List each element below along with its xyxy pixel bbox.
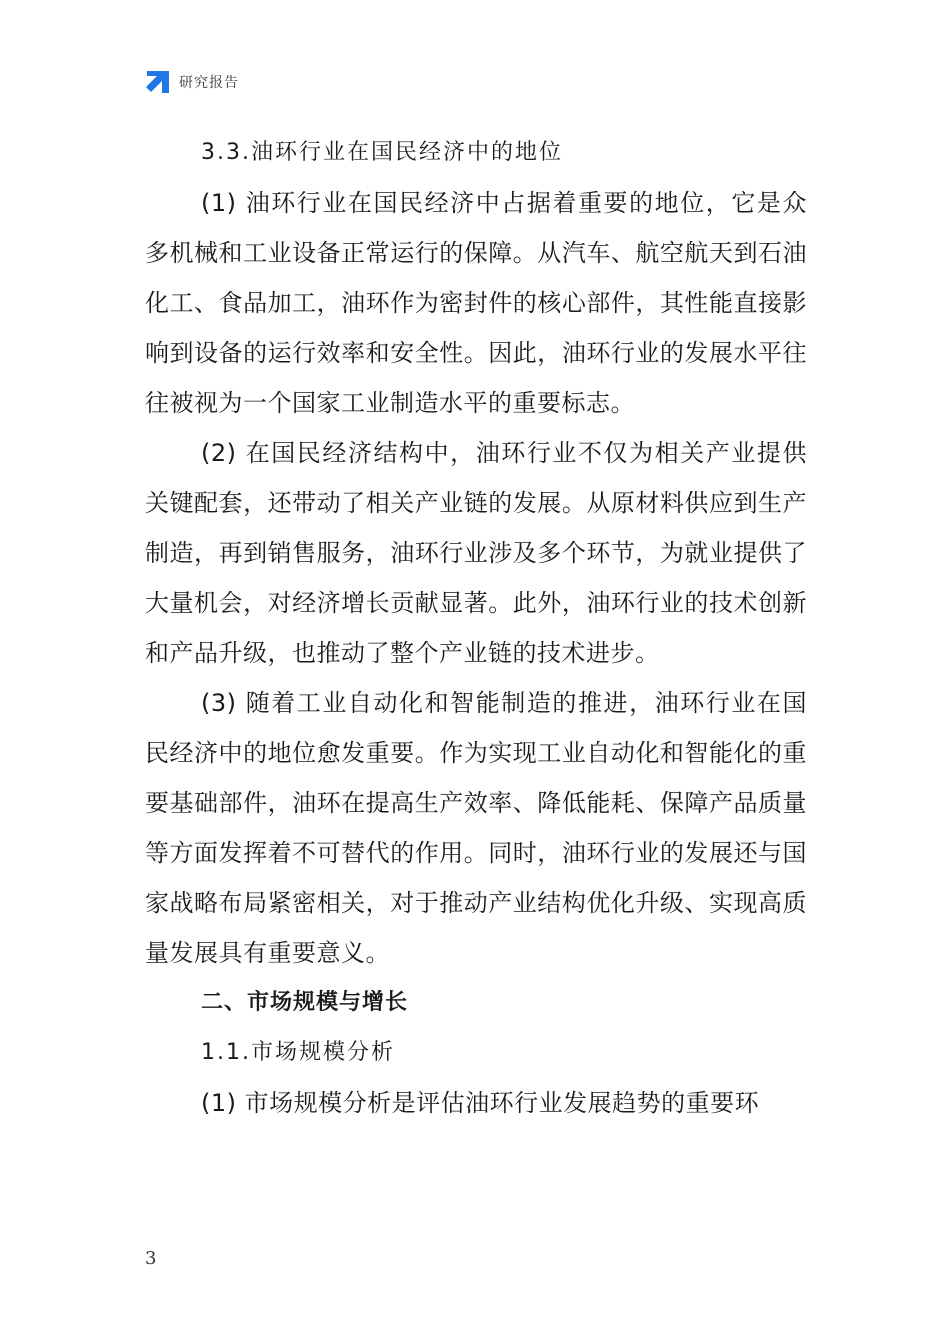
chapter-heading: 二、市场规模与增长 <box>201 990 409 1015</box>
header-label: 研究报告 <box>179 75 239 91</box>
paragraph-1: (1) 油环行业在国民经济中占据着重要的地位，它是众多机械和工业设备正常运行的保障。从汽车、航空航天到石油化工、食品加工，油环作为密封件的核心部件，其性能直接影响到设备的运行效率和安全性。因此，油环行业的发展水平往往被视为一个国家工业制造水平的重要标志。 <box>145 189 807 417</box>
subsection-title: 1.1.市场规模分析 <box>201 1040 395 1065</box>
arrow-up-right-icon <box>145 69 171 95</box>
paragraph-2: (2) 在国民经济结构中，油环行业不仅为相关产业提供关键配套，还带动了相关产业链的发展。从原材料供应到生产制造，再到销售服务，油环行业涉及多个环节，为就业提供了大量机会，对经济增长贡献显著。此外，油环行业的技术创新和产品升级，也推动了整个产业链的技术进步。 <box>145 439 807 667</box>
paragraph-4: (1) 市场规模分析是评估油环行业发展趋势的重要环 <box>201 1089 760 1117</box>
report-header <box>145 68 239 96</box>
paragraph-3: (3) 随着工业自动化和智能制造的推进，油环行业在国民经济中的地位愈发重要。作为实现工业自动化和智能化的重要基础部件，油环在提高生产效率、降低能耗、保障产品质量等方面发挥着不可替代的作用。同时，油环行业的发展还与国家战略布局紧密相关，对于推动产业结构优化升级、实现高质量发展具有重要意义。 <box>145 689 807 967</box>
document-body <box>145 128 807 1128</box>
section-title: 3.3.油环行业在国民经济中的地位 <box>201 140 563 165</box>
page-number: 3 <box>145 1248 157 1269</box>
